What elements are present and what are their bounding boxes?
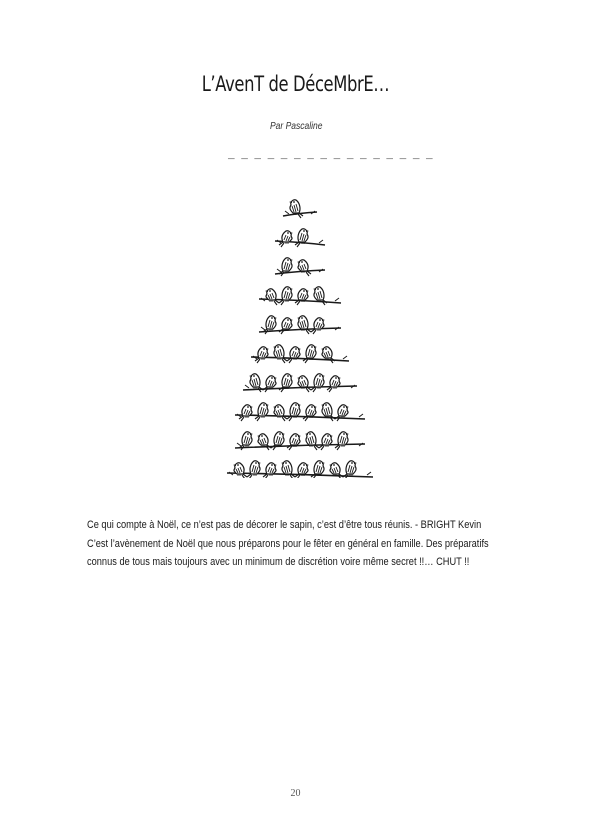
bird-icon <box>311 318 325 334</box>
bird-icon <box>255 347 269 363</box>
bird-row <box>235 403 365 421</box>
page-title: L’AvenT de DéceMbrE… <box>201 72 390 96</box>
bird-icon <box>239 405 253 421</box>
bird-row <box>259 287 341 305</box>
bird-row <box>235 432 365 450</box>
author-byline: Par Pascaline <box>270 121 323 132</box>
bird-icon <box>305 432 319 450</box>
bird-row <box>275 229 325 247</box>
bird-icon <box>297 316 311 334</box>
bird-icon <box>287 347 301 363</box>
bird-icon <box>297 260 311 276</box>
page-number: 20 <box>290 788 301 799</box>
bird-icon <box>233 463 247 478</box>
body-text <box>87 516 527 572</box>
bird-row <box>251 345 349 363</box>
bird-icon <box>255 403 269 421</box>
bird-icon <box>303 405 317 421</box>
tree-of-birds-icon <box>220 178 380 478</box>
bird-icon <box>311 374 325 392</box>
bird-icon <box>303 345 317 363</box>
separator-line: _ _ _ _ _ _ _ _ _ _ _ _ _ _ _ _ <box>228 150 433 162</box>
bird-icon <box>263 463 277 478</box>
bird-icon <box>335 432 349 450</box>
bird-row <box>283 200 317 218</box>
bird-row <box>275 258 325 276</box>
paragraph-line: connus de tous mais toujours avec un minimum de discrétion voire même secret !!… CHUT !! <box>87 556 470 568</box>
quote-line: Ce qui compte à Noël, ce n’est pas de décorer le sapin, c’est d’être tous réunis. - BRIGHT Kevin <box>87 519 482 531</box>
paragraph-line: C’est l’avènement de Noël que nous préparons pour le fêter en général en famille. Des préparatifs <box>87 537 489 550</box>
bird-icon <box>279 318 293 334</box>
bird-row <box>259 316 341 334</box>
bird-icon <box>297 376 311 392</box>
bird-icon <box>295 229 309 247</box>
bird-icon <box>287 434 301 450</box>
bird-icon <box>343 461 357 478</box>
bird-icon <box>273 405 287 421</box>
bird-icon <box>279 374 293 392</box>
bird-icon <box>279 231 293 247</box>
bird-icon <box>271 432 285 450</box>
bird-icon <box>319 434 333 450</box>
bird-icon <box>247 461 261 478</box>
bird-icon <box>287 403 301 421</box>
bird-icon <box>295 289 309 305</box>
bird-row <box>243 374 357 392</box>
bird-icon <box>281 461 295 478</box>
bird-icon <box>273 345 287 363</box>
bird-icon <box>295 463 309 478</box>
bird-icon <box>265 289 279 305</box>
bird-row <box>227 461 373 478</box>
bird-icon <box>327 376 341 392</box>
bird-icon <box>279 287 293 305</box>
